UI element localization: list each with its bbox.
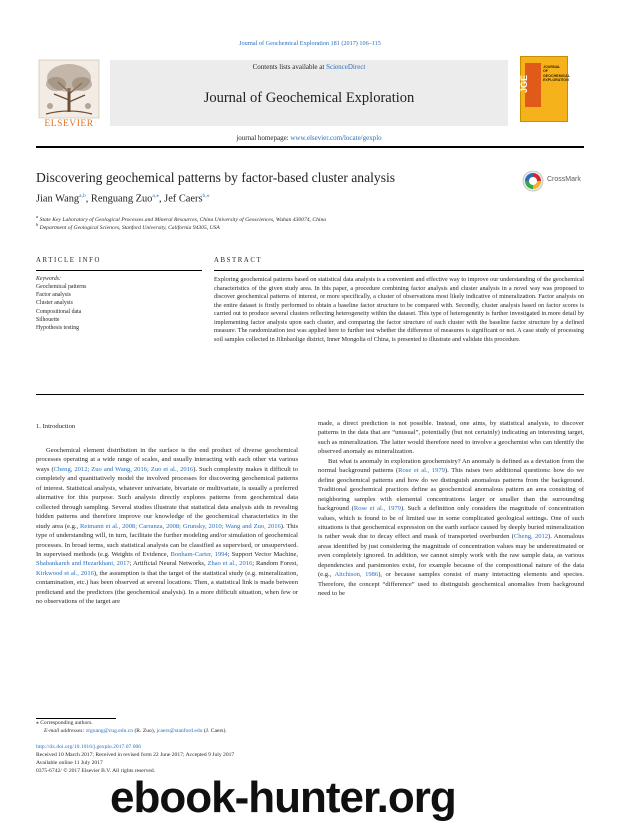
- abstract-text: Exploring geochemical patterns based on statistical data analysis is a convenient and effective way to improve our understanding of the geochemical characteristics of the given study area. In this paper, a procedure combining factor analysis and cluster analysis in a novel way was proposed to discover geochemical patterns of interest, or more specifically, a cluster of observations most likely indicative of mineralization. Factor analysis on the entire dataset is firstly performed to obtain a baseline factor structure to be compared with. Secondly, cluster analysis based on factor scores is carried out to produce several clusters reflecting heterogeneity within the dataset. This type of heterogeneity is further investigated in more detail by implementing factor analysis upon each cluster, and comparing the factor structure of each cluster with the baseline factor structure by a defined measure. The randomization test was applied here to further test whether the difference of measures is significant or not. A case study of processing soil samples collected in Jilinbaolige district, Inner Mongolia of China, is presented to illustrate and validate this procedure.: [214, 276, 584, 343]
- abstract-rule: [214, 270, 584, 271]
- body-text: ). Anomalous areas identified by just considering the magnitude of concentration values may be underestimated or even completely ignored. In addition, we cannot simply work with the raw sample data, as various dependencies and parsimonies exist, for example because of the compositional nature of the data (e.g.,: [318, 533, 584, 579]
- homepage-prefix: journal homepage:: [236, 134, 291, 142]
- copyright-line: 0375-6742/ © 2017 Elsevier B.V. All rights reserved.: [36, 768, 156, 774]
- masthead-rule: [36, 146, 584, 148]
- affiliation-b: [36, 222, 220, 231]
- body-left-column: [36, 446, 298, 607]
- keyword-item: Cluster analysis: [36, 300, 73, 307]
- paper-title: Discovering geochemical patterns by factor-based cluster analysis: [36, 170, 396, 185]
- cover-title-line3: EXPLORATION: [543, 78, 569, 83]
- body-text: ), the assumption is that the target of the statistical study (e.g. mineralization, contamination, etc.) has been observed at several locations. Then, a statistical link is made between predictand and the predictors (the geochemical analysis). In a more difficult situation, when few or no observations of the target are: [36, 569, 298, 606]
- author-name[interactable]: Jian Wang: [36, 193, 80, 205]
- affiliation-mark: b: [36, 222, 39, 227]
- body-paragraph: [318, 457, 584, 599]
- body-text: ; Support Vector Machine,: [227, 550, 299, 558]
- citation-link[interactable]: Bonham-Carter, 1994: [170, 550, 228, 558]
- citation-link[interactable]: Reimann et al., 2008; Carranza, 2008; Grunsky, 2010; Wang and Zuo, 2016: [80, 522, 281, 530]
- body-text: But what is anomaly in exploration geochemistry? An anomaly is defined as a deviation from the normal background patterns (: [318, 457, 584, 475]
- email-link-zuo[interactable]: zrguang@cug.edu.cn: [85, 728, 134, 734]
- masthead: [36, 54, 584, 142]
- crossmark-badge[interactable]: [522, 170, 592, 194]
- affiliation-text: State Key Laboratory of Geological Processes and Mineral Resources, China University of Geosciences, Wuhan 430074, China: [39, 216, 327, 223]
- journal-cover-thumbnail: [520, 56, 568, 122]
- body-paragraph: [318, 419, 584, 457]
- keyword-item: Compositional data: [36, 308, 82, 315]
- homepage-link[interactable]: www.elsevier.com/locate/gexplo: [290, 134, 382, 142]
- citation-link[interactable]: Cheng, 2012; Zuo and Wang, 2016; Zuo et al., 2016: [53, 465, 194, 473]
- article-info-heading: ARTICLE INFO: [36, 257, 102, 264]
- sciencedirect-link[interactable]: ScienceDirect: [326, 63, 366, 71]
- elsevier-wordmark: ELSEVIER: [44, 118, 94, 129]
- author-list: [36, 193, 209, 204]
- journal-title: Journal of Geochemical Exploration: [203, 90, 415, 106]
- citation-link[interactable]: Rose et al., 1979: [398, 467, 445, 475]
- online-date: Available online 11 July 2017: [36, 760, 103, 766]
- keyword-item: Hypothesis testing: [36, 325, 79, 332]
- author-affil-marks[interactable]: b,⁎: [202, 193, 210, 199]
- body-text: ). This type of understanding will, in turn, facilitate the further modeling and/or simulation of geochemical processes. In broad terms, such statistical analysis can be classified as supervised, or unsupervised. In supervised methods (e.g. Weights of Evidence,: [36, 522, 299, 558]
- body-text: ; Random Forest,: [252, 560, 298, 568]
- abstract-heading: ABSTRACT: [214, 257, 263, 264]
- keyword-item: Silhouette: [36, 316, 60, 323]
- cover-title-line1: JOURNAL OF: [543, 65, 561, 74]
- keyword-item: Factor analysis: [36, 292, 71, 299]
- author-separator: ,: [85, 193, 91, 205]
- body-text: ; Artificial Neural Networks,: [129, 560, 208, 568]
- email-owner: (J. Caers).: [202, 728, 227, 734]
- journal-reference[interactable]: Journal of Geochemical Exploration 181 (2017) 106–115: [239, 40, 381, 47]
- citation-link[interactable]: Rose et al., 1979: [353, 505, 401, 513]
- journal-homepage-line: [110, 134, 508, 142]
- footnote-rule: [36, 718, 116, 719]
- citation-link[interactable]: Shabankareh and Hezarkhani, 2017: [36, 560, 130, 568]
- citation-link[interactable]: Kirkwood et al., 2016: [36, 569, 94, 577]
- email-link-caers[interactable]: jcaers@stanford.edu: [156, 728, 203, 734]
- body-text: ), or because samples consist of many interacting elements and species. Therefore, the concept “difference” used to distinguish geochemical anomalies from background need to be: [318, 571, 585, 598]
- cover-title-line2: GEOCHEMICAL: [543, 73, 570, 78]
- email-owner: (R. Zuo),: [133, 728, 157, 734]
- citation-link[interactable]: Zhao et al., 2016: [207, 560, 253, 568]
- abstract-bottom-rule: [36, 394, 584, 395]
- keywords-label: Keywords:: [36, 276, 61, 282]
- cover-title: [543, 65, 570, 83]
- contents-prefix: Contents lists available at: [252, 63, 327, 71]
- keyword-item: Geochemical patterns: [36, 284, 87, 290]
- author-affil-marks[interactable]: a,⁎: [152, 193, 159, 199]
- body-text: ). This raises two additional questions: how do we define geochemical patterns and how do we distinguish anomalous patterns from the background. Traditional geochemical practices define as geochemical anomalous pattern an area consisting of neighboring samples with elemental concentrations larger or smaller than the surrounding background (: [318, 467, 584, 513]
- body-paragraph: [36, 446, 298, 607]
- introduction-heading: 1. Introduction: [36, 423, 76, 430]
- keywords-list: [36, 283, 86, 332]
- author-separator: ,: [158, 193, 165, 205]
- author-affil-marks[interactable]: a,b: [79, 193, 86, 199]
- corresponding-authors-note: ⁎ Corresponding authors.: [36, 720, 93, 726]
- citation-link[interactable]: Cheng, 2012: [513, 533, 549, 541]
- email-note: [44, 728, 227, 736]
- crossmark-label: CrossMark: [547, 176, 581, 183]
- author-name[interactable]: Jef Caers: [164, 193, 203, 205]
- cover-acronym: JGE: [519, 74, 529, 93]
- masthead-banner: [110, 60, 508, 126]
- crossmark-icon: [522, 170, 544, 192]
- contents-line: [110, 63, 508, 71]
- doi-link[interactable]: http://dx.doi.org/10.1016/j.gexplo.2017.07.006: [36, 744, 142, 750]
- body-text: ). Such complexity makes it difficult to completely and quantitatively model the involved processes for discovering geochemical patterns of interest. Statistical analysis, whatever univariate, bivariate or multivariate, is usually a preferred alternative for this purpose. Such analysis directly explores patterns from geochemical data collected through sampling. Several studies illustrate that statistical data analysis aids in revealing hidden patterns and therefore improve our knowledge of the geochemical characteristics in the study area (e.g.,: [36, 465, 298, 530]
- body-right-column: [318, 419, 584, 599]
- body-text: made, a direct prediction is not possible. Instead, one aims, by statistical analysis, to discover patterns in the data that are “unusual”, potentially (but not certainly) indicating an interesting target, such as mineralization. The latter would therefore need to involve a geochemist who can identify the observed anomaly as mineralization.: [318, 420, 584, 456]
- affiliation-text: Department of Geological Sciences, Stanford University, California 94305, USA: [39, 224, 220, 231]
- email-label: E-mail addresses:: [44, 728, 86, 734]
- body-text: ). Such a definition only considers the magnitude of concentration values, which is found to be of limited use in some complicated geological settings. One of such situations is that geochemical expression on the earth surface caused by deeply buried mineralization is rather weak due to decay effect and mask of transported overburden (: [318, 505, 584, 541]
- article-info-rule: [36, 270, 202, 271]
- author-name[interactable]: Renguang Zuo: [90, 193, 153, 205]
- watermark: ebook-hunter.org: [110, 773, 456, 822]
- body-text: Geochemical element distribution in the surface is the end product of diverse geochemical processes operating at a wide range of scales, and usually interacting with each other via various ways (: [36, 447, 298, 473]
- affiliation-mark: a: [36, 214, 39, 219]
- citation-link[interactable]: Aitchison, 1986: [334, 571, 379, 579]
- received-dates: Received 10 March 2017; Received in revised form 22 June 2017; Accepted 9 July 2017: [36, 752, 235, 758]
